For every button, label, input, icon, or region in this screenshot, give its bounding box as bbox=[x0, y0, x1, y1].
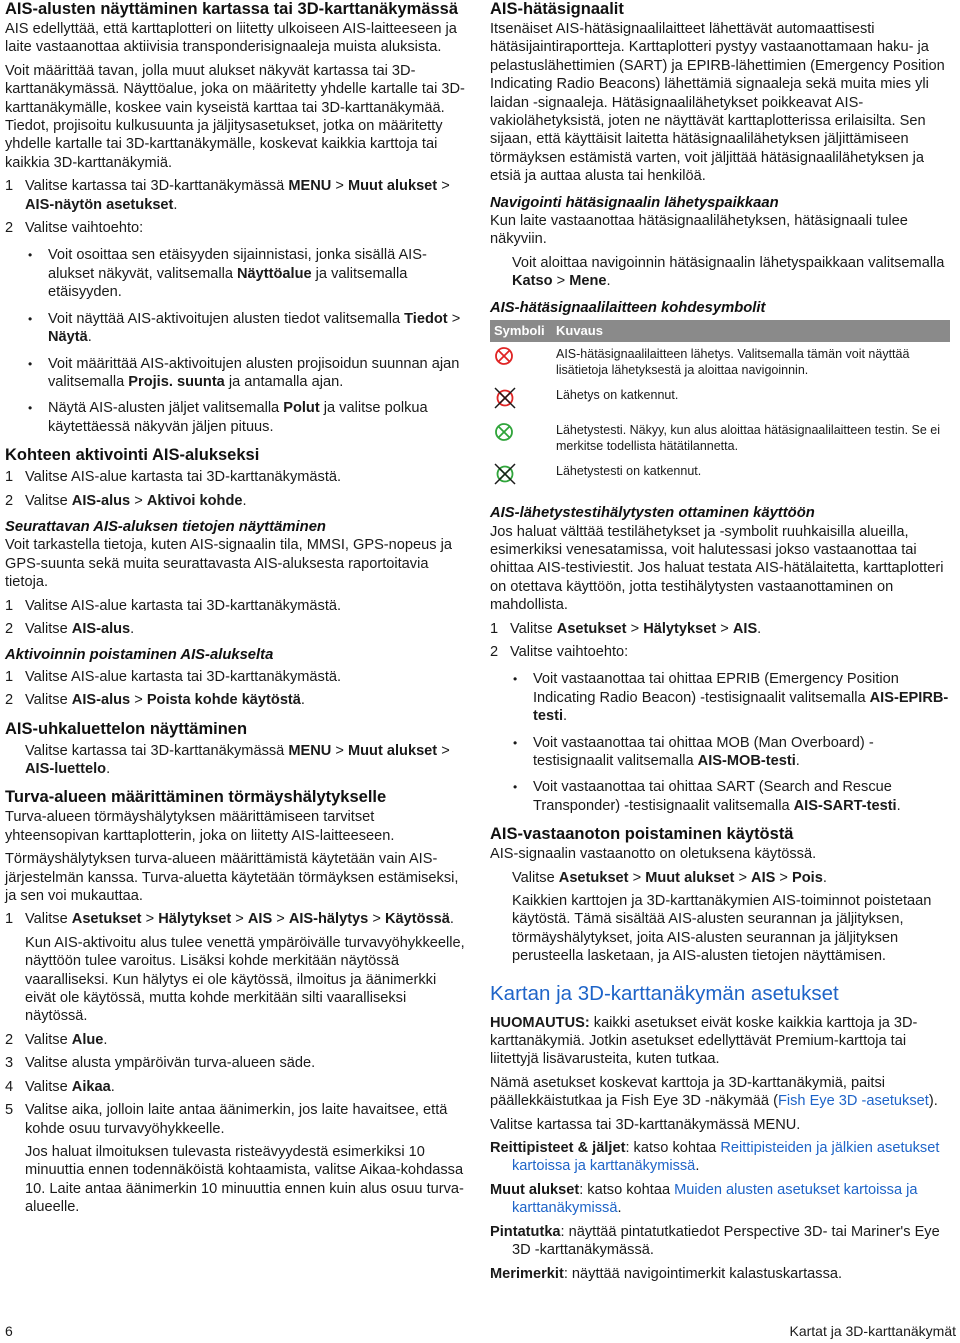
step-2: 2 Valitse vaihtoehto: bbox=[490, 643, 629, 660]
step-2: 2 Valitse AIS-alus > Aktivoi kohde. bbox=[5, 492, 247, 509]
bullet-item: • Voit määrittää AIS-aktivoitujen alusten projisoidun suunnan ajan valitsemalla Projis. suunta ja antamalla ajan. bbox=[28, 355, 460, 390]
step-1: 1 Valitse Asetukset > Hälytykset > AIS. bbox=[490, 620, 762, 637]
table-row bbox=[490, 418, 950, 459]
paragraph: Itsenäiset AIS-hätäsignaalilaitteet lähettävät automaattisesti hätäsijaintiraportteja. Karttaplotteri pystyy vastaanottamaan haku- ja pelastuslähettimien (SART) ja EPIRB-lähettimien (Emergency Position Indicating Radio Beacons) lähettämiä signaaleja sekä muita mies yli laidan -signaaleja. Hätäsignaalilähetykset poikkeavat AIS-vakiolähetyksistä, joten ne näyttävät karttaplotterissa erilaisilta. Sen sijaan, että käyttäisit laitetta hätäsignaalilähetyksen jäljittämiseen törmäyksen estämistä varten, voit jäljittää hätäsignaalilähetyksen ja etsiä ja auttaa alusta tai henkilöä. bbox=[490, 21, 945, 185]
table-header-description: Kuvaus bbox=[552, 320, 950, 342]
paragraph: AIS edellyttää, että karttaplotteri on liitetty ulkoiseen AIS-laitteeseen ja laite vastaanottaa aktiivisia transponderisignaaleja muista aluksista. bbox=[5, 21, 457, 56]
step-1: 1 Valitse kartassa tai 3D-karttanäkymässä MENU > Muut alukset > AIS-näytön asetukset. bbox=[5, 178, 450, 213]
step-note: Jos haluat ilmoituksen tulevasta risteävyydestä esimerkiksi 10 minuuttia ennen todennäköistä kohtaamista, valitse Aikaa-kohdassa 10. Laite antaa äänimerkin 10 minuuttia ennen kuin alus osuu turva-alueelle. bbox=[25, 1143, 464, 1216]
paragraph: Valitse Asetukset > Muut alukset > AIS > Pois. bbox=[512, 869, 827, 886]
section-title-disable-ais: AIS-vastaanoton poistaminen käytöstä bbox=[490, 825, 794, 844]
section-title-threat-list: AIS-uhkaluettelon näyttäminen bbox=[5, 719, 248, 738]
subsection-title-deactivate: Aktivoinnin poistaminen AIS-alukselta bbox=[5, 647, 274, 664]
bullet-item: • Voit vastaanottaa tai ohittaa MOB (Man Overboard) -testisignaalit valitsemalla AIS-MOB-testi. bbox=[513, 734, 874, 769]
table-row bbox=[490, 459, 950, 494]
paragraph: Valitse kartassa tai 3D-karttanäkymässä MENU. bbox=[490, 1116, 801, 1133]
bullet-item: • Näytä AIS-alusten jäljet valitsemalla Polut ja valitse polkua käytettäessä näkyvän jäljen pituus. bbox=[28, 400, 428, 435]
step-2: 2 Valitse Alue. bbox=[5, 1031, 108, 1048]
paragraph: Kaikkien karttojen ja 3D-karttanäkymien AIS-toiminnot poistetaan käytöstä. Tämä sisältää AIS-alusten seurannan ja jäljityksen, törmäyshälytykset, joita AIS-alusten seurannan ja jäljityksen perusteella lasketaan, ja AIS-alusten tietojen näyttämisen. bbox=[512, 893, 932, 965]
table-row bbox=[490, 342, 950, 383]
table-cell-desc: Lähetys on katkennut. bbox=[556, 388, 679, 403]
ais-distress-lost-icon bbox=[494, 387, 516, 409]
section-title-distress-signals: AIS-hätäsignaalit bbox=[490, 0, 624, 18]
link-fish-eye-settings[interactable]: Fish Eye 3D -asetukset bbox=[777, 1093, 929, 1110]
bullet-item: • Voit näyttää AIS-aktivoitujen alusten tiedot valitsemalla Tiedot > Näytä. bbox=[28, 310, 461, 346]
subsection-title-navigate-distress: Navigointi hätäsignaalin lähetyspaikkaan bbox=[490, 194, 779, 211]
table-cell-desc: AIS-hätäsignaalilaitteen lähetys. Valitsemalla tämän voit näyttää lisätietoja lähetyksestä ja aloittaa navigoinnin. bbox=[556, 347, 910, 378]
definition-item: Muut alukset: katso kohtaa Muiden alusten asetukset kartoissa ja karttanäkymissä. bbox=[490, 1181, 918, 1217]
step-2: 2 Valitse vaihtoehto: bbox=[5, 220, 144, 237]
paragraph: Kun laite vastaanottaa hätäsignaalilähetyksen, hätäsignaali tulee näkyviin. bbox=[490, 213, 908, 248]
definition-item: Reittipisteet & jäljet: katso kohtaa Reittipisteiden ja jälkien asetukset kartoissa ja karttanäkymissä. bbox=[490, 1140, 940, 1175]
subsection-title-test-alarms: AIS-lähetystestihälytysten ottaminen käyttöön bbox=[490, 505, 815, 522]
link-waypoint-settings[interactable]: Reittipisteiden ja jälkien asetukset kartoissa ja karttanäkymissä bbox=[512, 1140, 940, 1175]
step-5: 5 Valitse aika, jolloin laite antaa äänimerkin, jos laite havaitsee, että kohde osuu turvavyöhykkeelle. bbox=[5, 1102, 448, 1137]
section-title-ais-display: AIS-alusten näyttäminen kartassa tai 3D-karttanäkymässä bbox=[5, 0, 459, 18]
bullet-item: • Voit vastaanottaa tai ohittaa SART (Search and Rescue Transponder) -testisignaalit valitsemalla AIS-SART-testi. bbox=[513, 779, 901, 814]
paragraph: Nämä asetukset koskevat karttoja ja 3D-karttanäkymiä, paitsi päällekkäistutkaa ja Fish Eye 3D -näkymää (Fish Eye 3D -asetukset). bbox=[490, 1074, 938, 1110]
symbol-table bbox=[490, 320, 950, 494]
step-1: 1 Valitse AIS-alue kartasta tai 3D-karttanäkymästä. bbox=[5, 668, 342, 685]
table-row bbox=[490, 383, 950, 418]
paragraph: Voit tarkastella tietoja, kuten AIS-signaalin tila, MMSI, GPS-nopeus ja GPS-suunta sekä muita seurattavasta AIS-aluksesta raportoitavia tietoja. bbox=[5, 537, 452, 591]
paragraph: Voit määrittää tavan, jolla muut alukset näkyvät kartassa tai 3D-karttanäkymässä. Näyttöalue, joka on määritetty yhdelle kartalle tai 3D-karttanäkymälle, koskee vain kyseistä karttaa tai 3D-karttanäkymää. Tiedot, projisoitu kulkusuunta ja jäljitysasetukset, jotka on määritetty yhdelle kartalle tai 3D-karttanäkymälle, koskevat kaikkia karttoja tai kaikkia 3D-karttanäkymiä. bbox=[5, 62, 465, 171]
ais-distress-active-icon bbox=[494, 346, 514, 366]
paragraph: Turva-alueen törmäyshälytyksen määrittämiseen tarvitset yhteensopivan karttaplotterin, joka on liitetty AIS-laitteeseen. bbox=[5, 809, 395, 844]
right-column bbox=[490, 0, 953, 1288]
table-cell-desc: Lähetystesti. Näkyy, kun alus aloittaa hätäsignaalilaitteen testin. Se ei merkitse todellista hätätilannetta. bbox=[556, 423, 941, 454]
ais-test-active-icon bbox=[494, 422, 514, 442]
section-title-safe-zone: Turva-alueen määrittäminen törmäyshälytykselle bbox=[5, 788, 387, 807]
bullet-item: • Voit osoittaa sen etäisyyden sijainnistasi, jonka sisällä AIS-alukset näkyvät, valitsemalla Näyttöalue ja valitsemalla etäisyyden. bbox=[28, 247, 427, 301]
step-note: Kun AIS-aktivoitu alus tulee venettä ympäröivälle turvavyöhykkeelle, näyttöön tulee varoitus. Lisäksi kohde merkitään näytössä vaaralliseksi. Kun hälytys ei ole käytössä, ilmoitus ja äänimerkki eivät ole käytössä, mutta kohde merkitään silti vaaralliseksi näytössä. bbox=[25, 934, 465, 1025]
table-header-symbol: Symboli bbox=[490, 320, 552, 342]
chapter-title-chart-settings: Kartan ja 3D-karttanäkymän asetukset bbox=[490, 981, 839, 1005]
step-2: 2 Valitse AIS-alus > Poista kohde käytöstä. bbox=[5, 692, 305, 709]
paragraph: Törmäyshälytyksen turva-alueen määrittämistä käytetään vain AIS-järjestelmän kanssa. Turva-aluetta käytetään törmäyksen estämiseksi, ja sen voi mukauttaa. bbox=[5, 851, 459, 905]
section-title-activate-target: Kohteen aktivointi AIS-alukseksi bbox=[5, 446, 260, 465]
paragraph: Voit aloittaa navigoinnin hätäsignaalin lähetyspaikkaan valitsemalla Katso > Mene. bbox=[512, 254, 945, 290]
note-paragraph: HUOMAUTUS: kaikki asetukset eivät koske kaikkia karttoja ja 3D-karttanäkymiä. Jotkin asetukset edellyttävät Premium-karttoja tai liitettyjä lisävarusteita, kuten tutkaa. bbox=[490, 1014, 918, 1068]
step-1: 1 Valitse AIS-alue kartasta tai 3D-karttanäkymästä. bbox=[5, 597, 342, 614]
table-header-row bbox=[490, 320, 950, 342]
paragraph: Jos haluat välttää testilähetykset ja -symbolit ruuhkaisilla alueilla, esimerkiksi venesatamissa, voit halutessasi jokso vastaanottaa tai ohittaa AIS-testiviestit. Jos haluat testata AIS-hätälaitetta, karttaplotteri on otettava käyttöön, jotta testihälytysten vastaanottaminen on mahdollista. bbox=[490, 523, 944, 614]
step-1: 1 Valitse AIS-alue kartasta tai 3D-karttanäkymästä. bbox=[5, 469, 342, 486]
definition-item: Merimerkit: näyttää navigointimerkit kalastuskartassa. bbox=[490, 1265, 843, 1282]
subsection-title-target-symbols: AIS-hätäsignaalilaitteen kohdesymbolit bbox=[490, 299, 766, 316]
page-number: 6 bbox=[5, 1323, 13, 1339]
step-4: 4 Valitse Aikaa. bbox=[5, 1078, 115, 1095]
paragraph: Valitse kartassa tai 3D-karttanäkymässä MENU > Muut alukset > AIS-luettelo. bbox=[25, 742, 450, 777]
table-cell-desc: Lähetystesti on katkennut. bbox=[556, 464, 702, 479]
footer-section-title: Kartat ja 3D-karttanäkymät bbox=[789, 1323, 956, 1339]
subsection-title-tracked-vessel: Seurattavan AIS-aluksen tietojen näyttäminen bbox=[5, 518, 326, 535]
step-2: 2 Valitse AIS-alus. bbox=[5, 620, 135, 637]
paragraph: AIS-signaalin vastaanotto on oletuksena käytössä. bbox=[490, 846, 817, 863]
left-column bbox=[5, 0, 468, 1222]
link-other-vessels-settings[interactable]: Muiden alusten asetukset kartoissa ja karttanäkymissä bbox=[512, 1181, 918, 1217]
step-1: 1 Valitse Asetukset > Hälytykset > AIS > AIS-hälytys > Käytössä. bbox=[5, 911, 454, 928]
bullet-item: • Voit vastaanottaa tai ohittaa EPRIB (Emergency Position Indicating Radio Beacon) -testisignaalit valitsemalla AIS-EPIRB-testi. bbox=[513, 671, 949, 725]
definition-item: Pintatutka: näyttää pintatutkatiedot Perspective 3D- tai Mariner's Eye 3D -karttanäkymässä. bbox=[490, 1223, 940, 1259]
step-3: 3 Valitse alusta ympäröivän turva-alueen säde. bbox=[5, 1055, 316, 1072]
ais-test-lost-icon bbox=[494, 463, 516, 485]
